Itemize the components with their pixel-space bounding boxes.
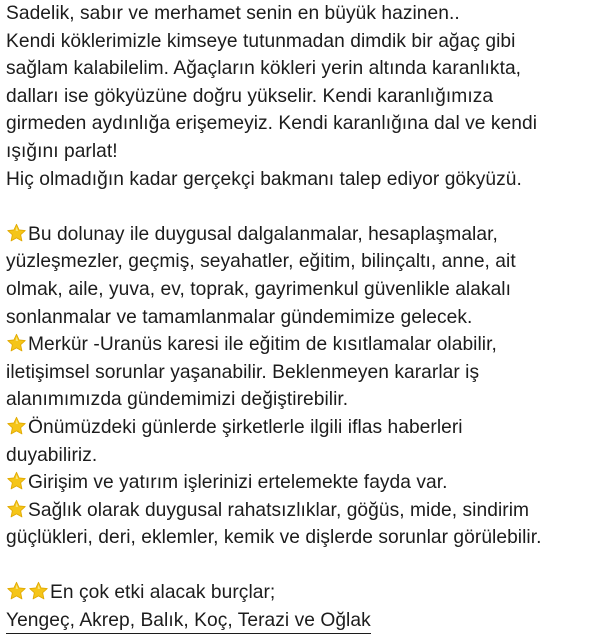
list-item-text: Sağlık olarak duygusal rahatsızlıklar, göğüs, mide, sindirim [28, 499, 530, 521]
star-icon [6, 333, 27, 353]
post-text [6, 0, 596, 635]
intro-line: Hiç olmadığın kadar gerçekçi bakmanı talep ediyor gökyüzü. [6, 168, 522, 190]
intro-line: girmeden aydınlığa erişemeyiz. Kendi karanlığına dal ve kendi [6, 113, 538, 135]
signs-heading [6, 579, 596, 607]
list-item-continuation: olmak, aile, yuva, ev, toprak, gayrimenkul güvenlikle alakalı [6, 278, 512, 300]
list-item-continuation: iletişimsel sorunlar yaşanabilir. Beklenmeyen kararlar iş [6, 361, 480, 383]
list-item-text: Merkür -Uranüs karesi ile eğitim de kısıtlamalar olabilir, [28, 334, 497, 356]
list-item-text: Girişim ve yatırım işlerinizi ertelemekte fayda var. [28, 472, 448, 494]
star-icon [28, 581, 49, 601]
intro-line: dalları ise gökyüzüne doğru yükselir. Kendi karanlığımıza [6, 85, 494, 107]
spacer [6, 193, 596, 221]
star-icon [6, 499, 27, 519]
list-item-text: Bu dolunay ile duygusal dalgalanmalar, hesaplaşmalar, [28, 223, 498, 245]
intro-line: Sadelik, sabır ve merhamet senin en büyük hazinen.. [6, 3, 460, 24]
signs-list-line [6, 607, 596, 635]
list-item [6, 331, 596, 359]
list-item-continuation: güçlükleri, deri, eklemler, kemik ve dişlerde sorunlar görülebilir. [6, 527, 542, 549]
list-item-text: Önümüzdeki günlerde şirketlerle ilgili iflas haberleri [28, 416, 463, 438]
list-item-continuation: duyabiliriz. [6, 444, 98, 466]
signs-list: Yengeç, Akrep, Balık, Koç, Terazi ve Oğlak [6, 609, 371, 634]
star-icon [6, 223, 27, 243]
signs-heading-text: En çok etki alacak burçlar; [50, 582, 276, 604]
intro-line: Kendi köklerimizle kimseye tutunmadan dimdik bir ağaç gibi [6, 30, 516, 52]
star-icon [6, 581, 27, 601]
star-icon [6, 471, 27, 491]
intro-line: sağlam kalabilelim. Ağaçların kökleri yerin altında karanlıkta, [6, 58, 522, 80]
list-item [6, 221, 596, 249]
list-item-continuation: alanımımızda gündemimizi değiştirebilir. [6, 389, 349, 411]
spacer [6, 552, 596, 580]
star-icon [6, 416, 27, 436]
intro-line: ışığını parlat! [6, 140, 118, 162]
list-item [6, 497, 596, 525]
list-item [6, 469, 596, 497]
list-item-continuation: yüzleşmezler, geçmiş, seyahatler, eğitim, bilinçaltı, anne, ait [6, 251, 516, 273]
list-item-continuation: sonlanmalar ve tamamlanmalar gündemimize gelecek. [6, 306, 473, 328]
list-item [6, 414, 596, 442]
